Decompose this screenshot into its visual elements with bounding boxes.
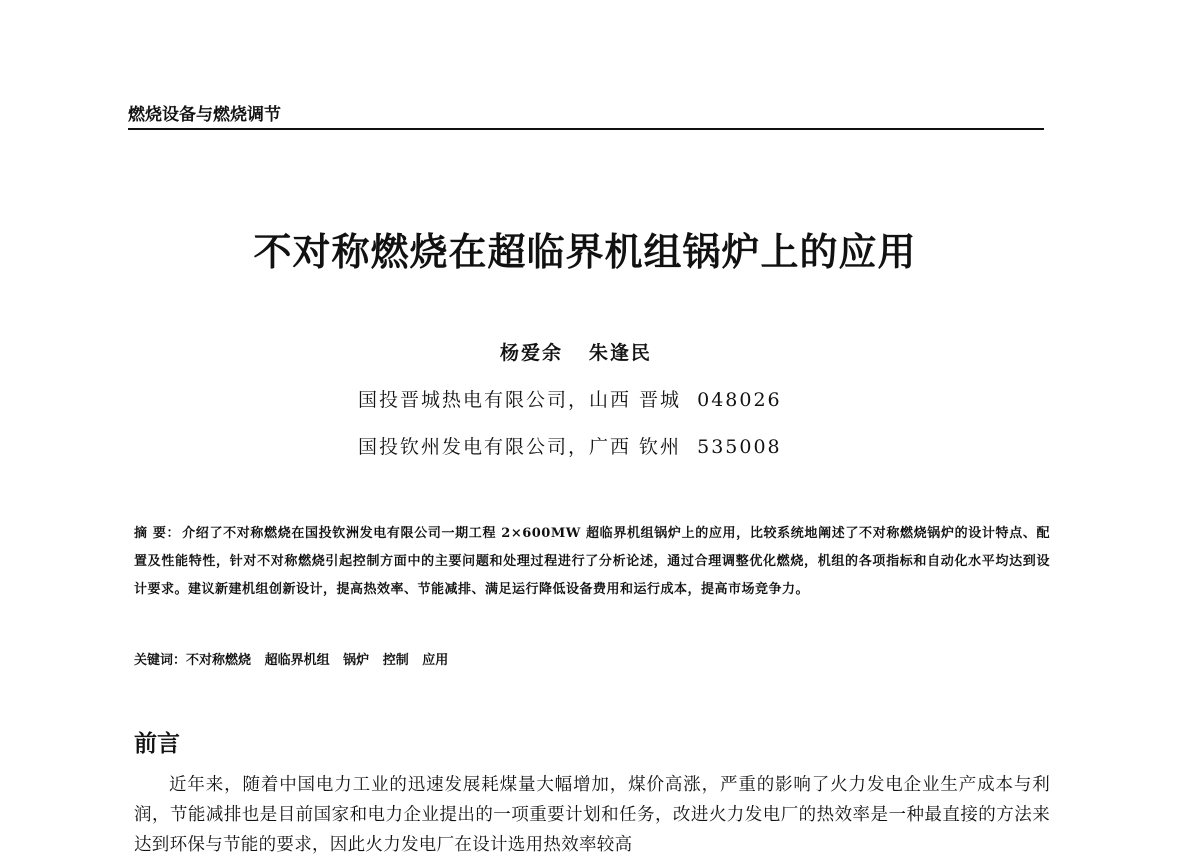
- paper-title: 不对称燃烧在超临界机组锅炉上的应用: [253, 230, 917, 274]
- author-list: 杨爱余 朱逢民: [500, 342, 652, 364]
- abstract: [134, 520, 1050, 604]
- running-header: 燃烧设备与燃烧调节: [128, 105, 281, 125]
- header-rule: [128, 128, 1044, 130]
- section-heading: 前言: [134, 731, 180, 757]
- body-paragraph: 近年来，随着中国电力工业的迅速发展耗煤量大幅增加，煤价高涨，严重的影响了火力发电企业生产成本与利润，节能减排也是目前国家和电力企业提出的一项重要计划和任务，改进火力发电厂的热效率是一种最直接的方法来达到环保与节能的要求，因此火力发电厂在设计选用热效率较高: [134, 775, 1050, 855]
- abstract-text: 介绍了不对称燃烧在国投钦洲发电有限公司一期工程 2×600MW 超临界机组锅炉上的应用，比较系统地阐述了不对称燃烧锅炉的设计特点、配置及性能特性，针对不对称燃烧引起控制方面中的主要问题和处理过程进行了分析论述，通过合理调整优化燃烧，机组的各项指标和自动化水平均达到设计要求。建议新建机组创新设计，提高热效率、节能减排、满足运行降低设备费用和运行成本，提高市场竞争力。: [134, 526, 1050, 597]
- abstract-label: 摘 要：: [134, 526, 181, 541]
- affiliation-2: 国投钦州发电有限公司，广西 钦州 535008: [358, 436, 782, 458]
- keywords: 关键词：不对称燃烧 超临界机组 锅炉 控制 应用: [134, 653, 449, 668]
- affiliation-1: 国投晋城热电有限公司，山西 晋城 048026: [358, 389, 782, 411]
